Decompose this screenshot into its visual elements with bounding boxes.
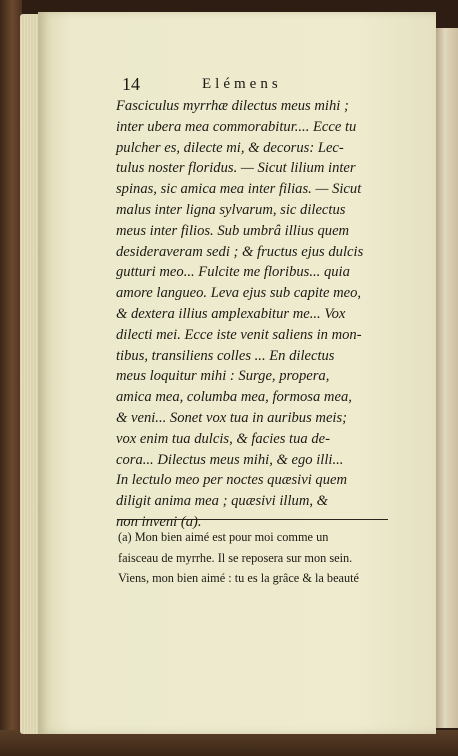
running-title: Elémens <box>202 76 282 92</box>
text-line: vox enim tua dulcis, & facies tua de- <box>116 430 330 447</box>
page-header <box>122 74 382 96</box>
text-line: tulus noster floridus. — Sicut lilium inter <box>116 160 356 177</box>
footnote-line: Viens, mon bien aimé : tu es la grâce & la beauté <box>118 571 360 586</box>
text-line: meus inter filios. Sub umbrâ illius quem <box>116 222 350 239</box>
text-line: cora... Dilectus meus mihi, & ego illi... <box>116 451 344 468</box>
footnote-line: faisceau de myrrhe. Il se reposera sur mon sein. <box>118 550 353 565</box>
text-line: amore langueo. Leva ejus sub capite meo, <box>116 285 362 302</box>
footnote-rule <box>117 519 388 520</box>
text-line: inter ubera mea commorabitur.... Ecce tu <box>116 118 357 135</box>
text-line: tibus, transiliens colles ... En dilectus <box>116 347 335 364</box>
page-number: 14 <box>122 74 140 94</box>
text-line: pulcher es, dilecte mi, & decorus: Lec- <box>116 139 344 156</box>
text-line: diligit anima mea ; quæsivi illum, & <box>116 493 329 510</box>
text-line: & veni... Sonet vox tua in auribus meis; <box>116 409 348 426</box>
text-line: Fasciculus myrrhæ dilectus meus mihi ; <box>116 98 349 114</box>
footnote-block <box>118 527 396 589</box>
text-line: dilecti mei. Ecce iste venit saliens in mon- <box>116 326 362 343</box>
text-line: amica mea, columba mea, formosa mea, <box>116 389 352 406</box>
text-line: meus loquitur mihi : Surge, propera, <box>116 368 330 385</box>
footnote-line: (a) Mon bien aimé est pour moi comme un <box>118 530 329 544</box>
text-line: & dextera illius amplexabitur me... Vox <box>116 305 346 322</box>
book-cover-left <box>0 0 22 756</box>
text-line: non inveni (a). <box>116 513 202 530</box>
latin-text-block <box>116 96 396 533</box>
text-line: gutturi meo... Fulcite me floribus... quia <box>116 264 350 281</box>
text-line: desideraveram sedi ; & fructus ejus dulcis <box>116 243 364 260</box>
facing-page-edge <box>436 28 458 728</box>
text-line: In lectulo meo per noctes quæsivi quem <box>116 472 348 489</box>
text-line: malus inter ligna sylvarum, sic dilectus <box>116 201 346 218</box>
text-line: spinas, sic amica mea inter filias. — Sicut <box>116 181 362 198</box>
